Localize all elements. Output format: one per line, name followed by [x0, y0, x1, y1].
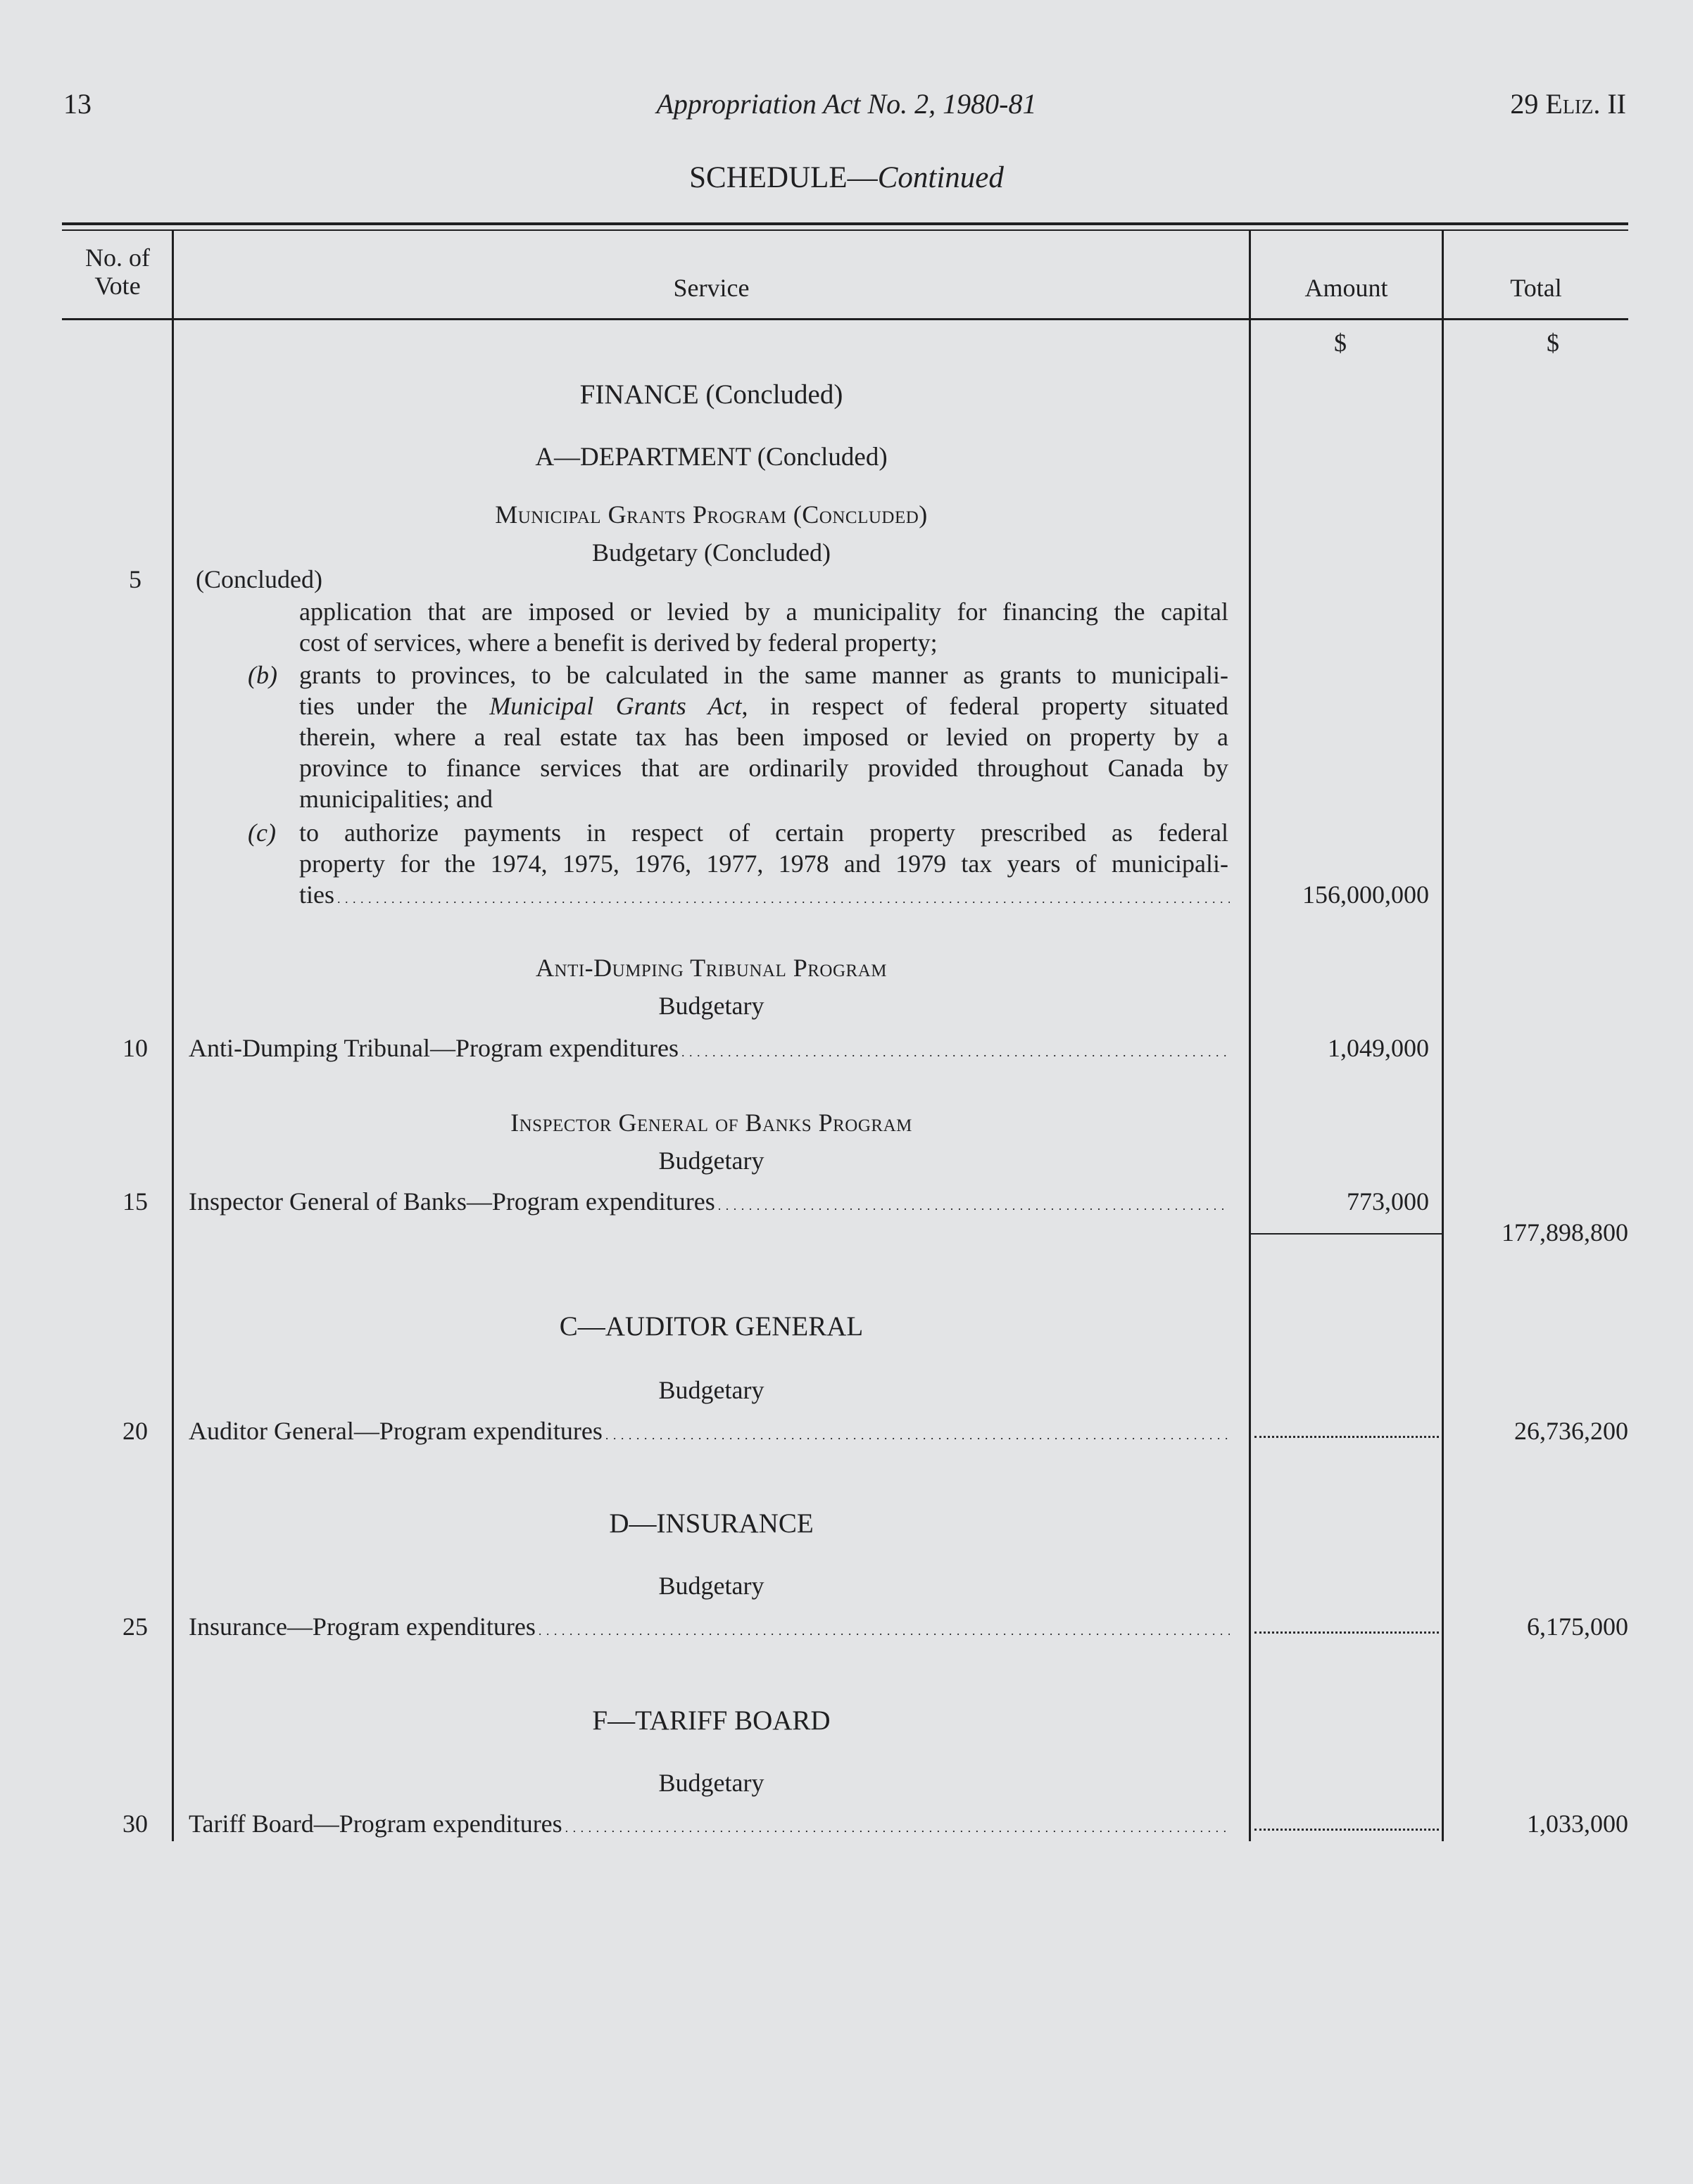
table-top-rule	[62, 222, 1628, 225]
vote15-description	[189, 1187, 1230, 1216]
amount-subtotal-rule	[1251, 1233, 1442, 1235]
amount-unit: $	[1334, 329, 1347, 357]
vote5-opening: (Concluded)	[196, 565, 322, 593]
tariff-total: 1,033,000	[1527, 1810, 1628, 1838]
vote5-c-line3	[299, 880, 1230, 909]
service-column-header: Service	[673, 274, 750, 302]
total-column-left-divider	[1442, 231, 1444, 1841]
vote30-text: Tariff Board—Program expenditures	[189, 1810, 562, 1838]
vote30-amount-leader	[1254, 1829, 1439, 1831]
tariff-budgetary: Budgetary	[658, 1769, 764, 1797]
tariff-heading: F—TARIFF BOARD	[592, 1705, 831, 1736]
running-title: Appropriation Act No. 2, 1980-81	[656, 88, 1037, 120]
vote-header-line2: Vote	[94, 272, 141, 300]
vote5-b-line5: municipalities; and	[299, 785, 493, 813]
vote5-b-line3: therein, where a real estate tax has been imposed or levied on property by a	[299, 723, 1228, 751]
vote15-text: Inspector General of Banks—Program expenditures	[189, 1187, 715, 1216]
schedule-title-main: SCHEDULE—	[689, 161, 878, 194]
vote15-amount: 773,000	[1347, 1187, 1429, 1216]
regnal-year: 29 Eliz. II	[1510, 88, 1626, 120]
vote25-description	[189, 1612, 1230, 1641]
insurance-total: 6,175,000	[1527, 1612, 1628, 1641]
vote-number-5: 5	[129, 565, 141, 593]
insurance-heading: D—INSURANCE	[609, 1508, 814, 1539]
amount-column-left-divider	[1249, 231, 1251, 1841]
vote5-a-line2: cost of services, where a benefit is derived by federal property;	[299, 629, 938, 657]
vote10-text: Anti-Dumping Tribunal—Program expenditures	[189, 1034, 679, 1062]
vote20-description	[189, 1416, 1230, 1446]
finance-total: 177,898,800	[1502, 1218, 1628, 1246]
table-header-rule	[62, 318, 1628, 320]
vote5-a-line1: application that are imposed or levied by a municipality for financing the capital	[299, 598, 1228, 626]
anti-dumping-budgetary: Budgetary	[658, 992, 764, 1020]
vote5-item-b-label: (b)	[248, 661, 277, 689]
vote5-c-line3-text: ties	[299, 880, 334, 909]
auditor-total: 26,736,200	[1514, 1417, 1628, 1445]
table-top-rule-thin	[62, 229, 1628, 231]
auditor-budgetary: Budgetary	[658, 1376, 764, 1404]
schedule-title-continued: Continued	[877, 161, 1004, 194]
inspector-program-heading: Inspector General of Banks Program	[510, 1109, 912, 1137]
vote25-text: Insurance—Program expenditures	[189, 1612, 536, 1641]
department-heading: A—DEPARTMENT (Concluded)	[535, 443, 888, 472]
vote10-amount: 1,049,000	[1328, 1034, 1429, 1062]
vote20-amount-leader	[1254, 1436, 1439, 1438]
inspector-budgetary: Budgetary	[658, 1147, 764, 1175]
finance-heading: FINANCE (Concluded)	[579, 379, 843, 410]
vote-number-25: 25	[122, 1612, 148, 1641]
total-unit: $	[1547, 329, 1559, 357]
vote20-text: Auditor General—Program expenditures	[189, 1417, 603, 1445]
vote5-item-c-label: (c)	[248, 819, 276, 847]
vote5-b-line4: province to finance services that are ordinarily provided throughout Canada by	[299, 754, 1228, 782]
vote5-b-line1: grants to provinces, to be calculated in the same manner as grants to municipali-	[299, 661, 1228, 689]
anti-dumping-program-heading: Anti-Dumping Tribunal Program	[536, 954, 887, 982]
vote5-c-line1: to authorize payments in respect of certain property prescribed as federal	[299, 819, 1228, 847]
vote-number-30: 30	[122, 1810, 148, 1838]
budgetary-concluded: Budgetary (Concluded)	[592, 538, 831, 567]
vote5-amount: 156,000,000	[1302, 880, 1429, 909]
auditor-heading: C—AUDITOR GENERAL	[559, 1311, 864, 1342]
amount-column-header: Amount	[1304, 274, 1388, 302]
vote5-c-line2: property for the 1974, 1975, 1976, 1977, 1978 and 1979 tax years of municipali-	[299, 850, 1228, 878]
vote10-description	[189, 1033, 1230, 1063]
total-column-header: Total	[1510, 274, 1562, 302]
vote30-description	[189, 1809, 1230, 1838]
vote-number-20: 20	[122, 1417, 148, 1445]
municipal-program-heading: Municipal Grants Program (Concluded)	[495, 500, 928, 529]
vote-column-header	[63, 244, 172, 300]
schedule-title	[0, 160, 1693, 195]
vote25-amount-leader	[1254, 1631, 1439, 1634]
page-number: 13	[63, 88, 92, 120]
insurance-budgetary: Budgetary	[658, 1572, 764, 1600]
vote-number-10: 10	[122, 1034, 148, 1062]
vote5-b-line2: ties under the Municipal Grants Act, in respect of federal property situated	[299, 692, 1228, 720]
vote-number-15: 15	[122, 1187, 148, 1216]
vote-header-line1: No. of	[85, 244, 150, 272]
